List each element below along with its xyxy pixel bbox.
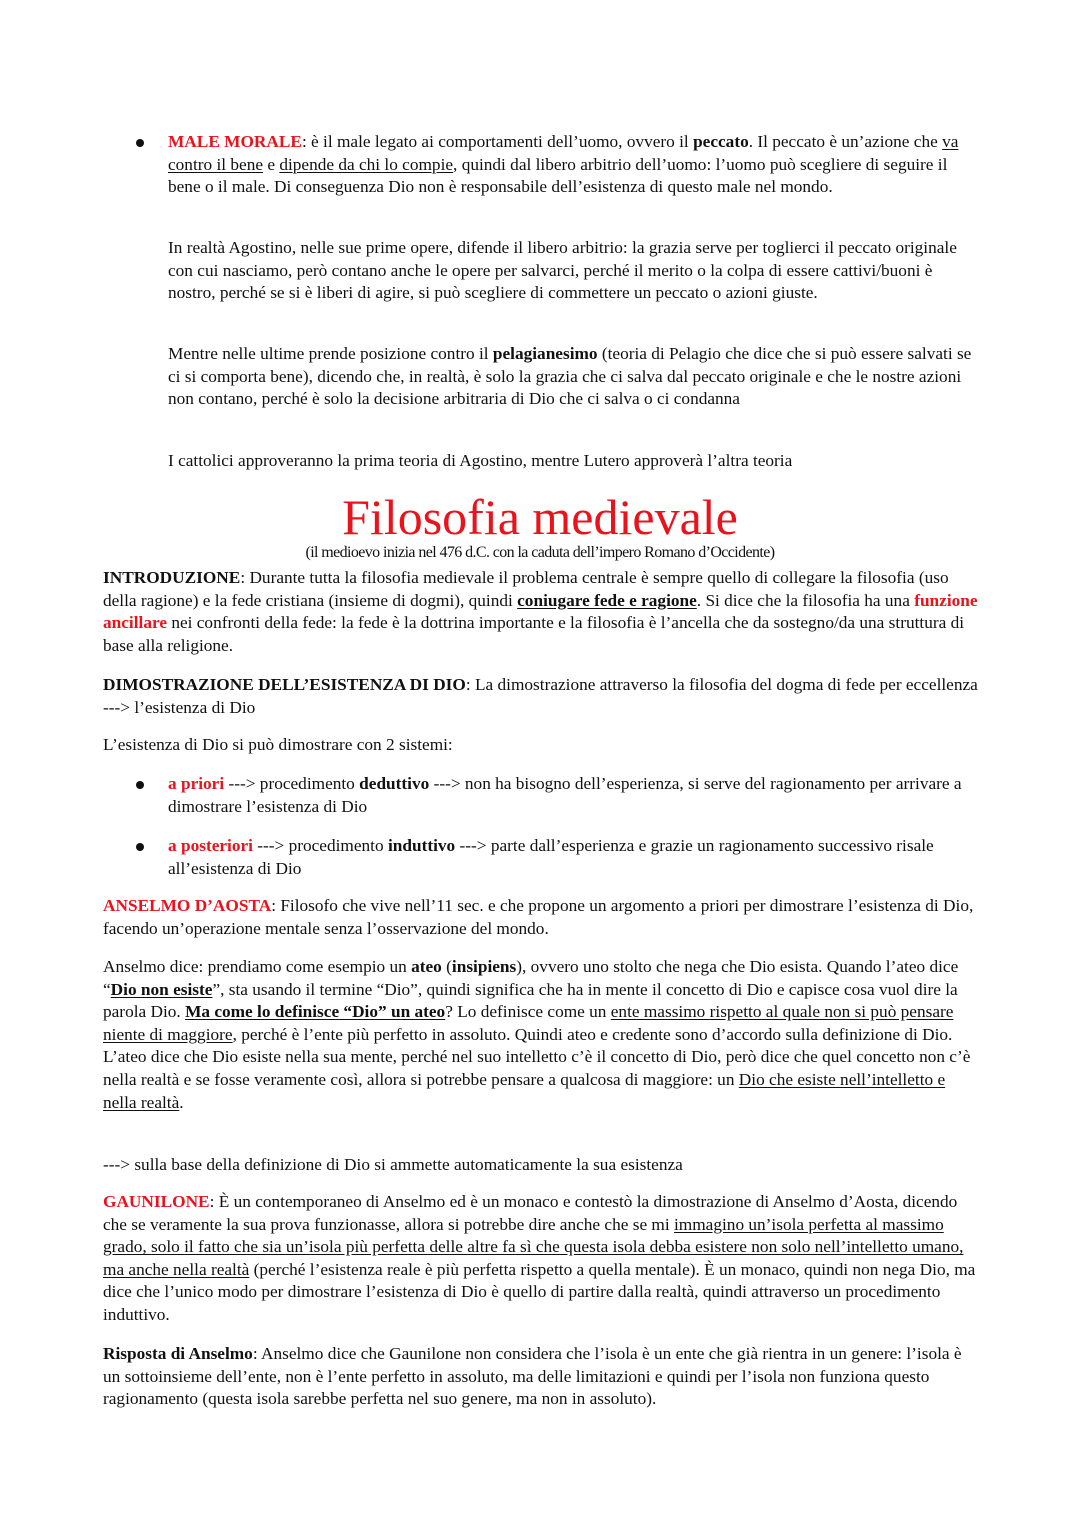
bold-term: deduttivo <box>359 774 430 793</box>
red-term: a posteriori <box>168 836 253 855</box>
bold-underlined-text: Ma come lo definisce “Dio” un ateo <box>185 1002 446 1022</box>
text-span: ---> parte dall’esperienza e grazie un ragionamento successivo risale all’esistenza di Dio <box>168 836 934 878</box>
text-span: Mentre nelle ultime prende posizione contro il <box>168 344 493 363</box>
sistemi-intro: L’esistenza di Dio si può dimostrare con 2 sistemi: <box>103 735 453 754</box>
text-span: : Durante tutta la filosofia medievale il problema centrale è sempre quello di collegare la filosofia (uso della ragione) e la fede cristiana (insieme di dogmi), quindi <box>103 568 949 610</box>
bold-term: induttivo <box>387 836 456 855</box>
risposta-paragraph <box>103 1343 983 1411</box>
text-span: ”, sta usando il termine “Dio”, quindi significa che ha in mente il concetto di Dio e capisce cosa vuol dire la parola Dio. <box>103 979 958 1022</box>
bullet-dot <box>136 781 144 789</box>
text-span: ( <box>441 957 452 976</box>
text-span: , quindi dal libero arbitrio dell’uomo: l’uomo può scegliere di seguire il bene o il male. Di conseguenza Dio non è responsabile dell’esistenza di questo male nel mondo. <box>168 154 948 197</box>
section-title: Filosofia medievale <box>342 489 738 545</box>
pelagio-paragraph <box>168 343 983 411</box>
underlined-text: va contro il bene <box>168 132 959 174</box>
text-span: Anselmo dice: prendiamo come esempio un <box>103 957 412 976</box>
text-span: (teoria di Pelagio che dice che si può essere salvati se ci si comporta bene), dicendo che, in realtà, è solo la grazia che ci salva dal peccato originale e che le nostre azioni non contano, perché è solo la decisione arbitraria di Dio che ci salva o ci condanna <box>168 344 972 409</box>
text-span: . Il peccato è un’azione che <box>748 132 943 151</box>
bold-term: pelagianesimo <box>492 344 598 363</box>
bold-underlined-text: Dio non esiste <box>110 979 213 999</box>
text-span: , perché è l’ente più perfetto in assoluto. Quindi ateo e credente sono d’accordo sulla definizione di Dio. L’ateo dice che Dio esiste nella sua mente, perché nel suo intelletto c’è il concetto di Dio, però dice che quel concetto non c’è nella realtà e se fosse veramente così, allora si potrebbe pensare a qualcosa di maggiore: un <box>103 1024 971 1089</box>
intro-paragraph <box>103 567 983 657</box>
conclusione-line: ---> sulla base della definizione di Dio si ammette automaticamente la sua esistenza <box>103 1155 683 1174</box>
text-span: : è il male legato ai comportamenti dell’uomo, ovvero il <box>301 132 694 151</box>
section-subtitle: (il medioevo inizia nel 476 d.C. con la caduta dell’impero Romano d’Occidente) <box>305 544 775 561</box>
bold-underlined-text: coniugare fede e ragione <box>517 590 697 610</box>
text-span: ---> procedimento <box>224 774 360 793</box>
heading-risposta: Risposta di Anselmo <box>103 1344 253 1363</box>
cattolici-paragraph: I cattolici approveranno la prima teoria di Agostino, mentre Lutero approverà l’altra teoria <box>168 451 793 470</box>
list-item-a-priori <box>168 773 983 818</box>
male-morale-paragraph <box>168 131 983 199</box>
bullet-dot <box>136 139 144 147</box>
underlined-text: dipende da chi lo compie <box>279 154 454 174</box>
underlined-text: ente massimo rispetto al quale non si può pensare niente di maggiore <box>103 1002 954 1044</box>
text-span: ), ovvero uno stolto che nega che Dio esista. Quando l’ateo dice “ <box>103 957 959 999</box>
heading-gaunilone: GAUNILONE <box>103 1192 210 1211</box>
text-span: ---> non ha bisogno dell’esperienza, si serve del ragionamento per arrivare a dimostrare l’esistenza di Dio <box>168 774 962 816</box>
underlined-text: Dio che esiste nell’intelletto e nella realtà <box>103 1069 946 1112</box>
text-span: : Anselmo dice che Gaunilone non considera che l’isola è un ente che già rientra in un genere: l’isola è un sottoinsieme dell’ente, non è l’ente perfetto in assoluto, ma delle limitazioni e quindi per l’isola non funziona questo ragionamento (questa isola sarebbe perfetta nel suo genere, ma non in assoluto). <box>103 1344 962 1409</box>
bullet-dot <box>136 843 144 851</box>
heading-introduzione: INTRODUZIONE <box>103 568 241 587</box>
text-span: ? Lo definisce come un <box>445 1002 611 1022</box>
text-span: : Filosofo che vive nell’11 sec. e che propone un argomento a priori per dimostrare l’esistenza di Dio, facendo un’operazione mentale senza l’osservazione del mondo. <box>103 896 974 938</box>
heading-anselmo: ANSELMO D’AOSTA <box>103 896 272 915</box>
gaunilone-paragraph <box>103 1191 983 1327</box>
red-term: a priori <box>168 774 225 793</box>
text-span: ---> procedimento <box>252 836 388 855</box>
anselmo-paragraph <box>103 895 983 940</box>
red-term: funzione ancillare <box>103 590 978 633</box>
text-span: : È un contemporaneo di Anselmo ed è un monaco e contestò la dimostrazione di Anselmo d’Aosta, dicendo che se veramente la sua prova funzionasse, allora si potrebbe dire anche che se mi <box>103 1192 958 1234</box>
term-male-morale: MALE MORALE <box>168 132 302 151</box>
bold-term: insipiens <box>451 957 517 976</box>
text-span: : La dimostrazione attraverso la filosofia del dogma di fede per eccellenza ---> l’esistenza di Dio <box>103 675 978 717</box>
text-span: . <box>179 1092 184 1112</box>
bold-term: peccato <box>693 132 749 151</box>
text-span: (perché l’esistenza reale è più perfetta rispetto a quella mentale). È un monaco, quindi non nega Dio, ma dice che l’unico modo per dimostrare l’esistenza di Dio è quello di partire dalla realtà, quindi attraverso un procedimento induttivo. <box>103 1259 976 1324</box>
text-span: . Si dice che la filosofia ha una <box>696 590 915 610</box>
text-span: nei confronti della fede: la fede è la dottrina importante e la filosofia è l’ancella che da sostegno/da una struttura di base alla religione. <box>103 613 965 655</box>
dimostrazione-paragraph <box>103 674 983 719</box>
agostino-paragraph: In realtà Agostino, nelle sue prime opere, difende il libero arbitrio: la grazia serve per toglierci il peccato originale con cui nasciamo, però contano anche le opere per salvarci, perché il merito o la colpa di essere cattivi/buoni è nostro, perché se si è liberi di agire, si può scegliere di commettere un peccato o azioni giuste. <box>168 238 957 303</box>
anselmo-dice-paragraph <box>103 956 983 1114</box>
list-item-a-posteriori <box>168 835 983 880</box>
text-span: e <box>263 154 280 174</box>
underlined-text: immagino un’isola perfetta al massimo grado, solo il fatto che sia un’isola più perfetta delle altre fa sì che questa isola debba esistere non solo nell’intelletto umano, ma anche nella realtà <box>103 1214 964 1279</box>
heading-dimostrazione: DIMOSTRAZIONE DELL’ESISTENZA DI DIO <box>103 675 466 694</box>
bold-term: ateo <box>411 957 442 976</box>
